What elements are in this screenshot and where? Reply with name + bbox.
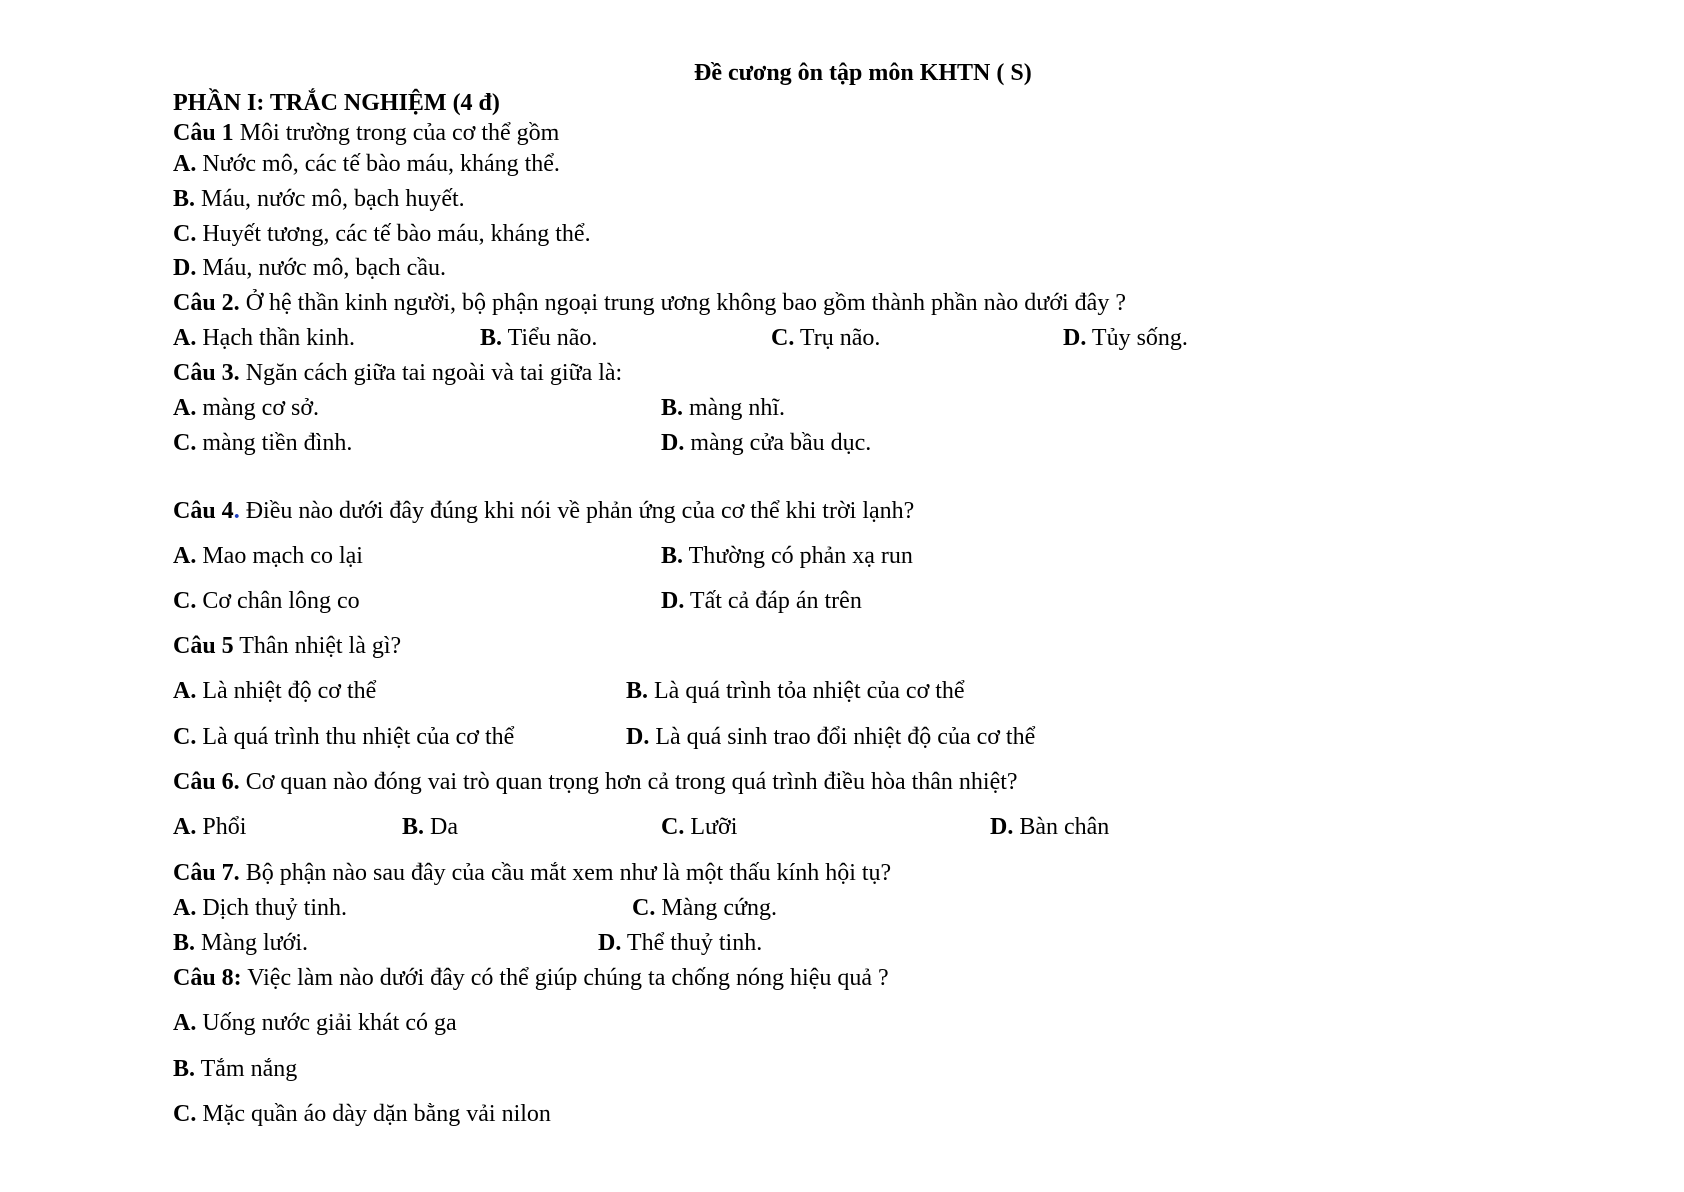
q5-option-c — [173, 722, 514, 752]
option-key: C. — [771, 325, 795, 351]
question-4 — [173, 496, 914, 526]
option-key: B. — [661, 543, 684, 569]
option-key: A. — [173, 678, 197, 704]
question-text: Ngăn cách giữa tai ngoài và tai giữa là: — [239, 360, 623, 386]
q6-option-a — [173, 812, 246, 842]
option-key: B. — [173, 930, 196, 956]
q7-option-d — [598, 928, 762, 958]
option-key: A. — [173, 543, 197, 569]
q4-options-row-1 — [173, 541, 973, 571]
q3-option-d — [661, 428, 871, 458]
option-text: màng tiền đình. — [196, 430, 353, 456]
option-text: Mặc quần áo dày dặn bằng vải nilon — [196, 1101, 551, 1127]
option-text: Tắm nắng — [195, 1056, 298, 1082]
option-text: Tất cả đáp án trên — [684, 588, 862, 614]
option-key: A. — [173, 814, 197, 840]
question-8 — [173, 963, 889, 993]
q5-option-b — [626, 676, 965, 706]
question-7 — [173, 858, 891, 888]
option-text: Bàn chân — [1013, 814, 1110, 840]
question-text: Việc làm nào dưới đây có thể giúp chúng ta chống nóng hiệu quả ? — [241, 965, 889, 991]
q6-option-c — [661, 812, 737, 842]
option-text: Thể thuỷ tinh. — [621, 930, 763, 956]
option-key: A. — [173, 151, 197, 177]
option-key: C. — [661, 814, 685, 840]
question-label: Câu 6. — [173, 769, 240, 795]
option-text: Tiểu não. — [502, 325, 598, 351]
q4-option-b — [661, 541, 913, 571]
q7-option-b — [173, 928, 308, 958]
option-key: C. — [173, 588, 197, 614]
q3-option-a — [173, 393, 319, 423]
question-text: Môi trường trong của cơ thể gồm — [233, 120, 560, 146]
q4-option-a — [173, 541, 363, 571]
option-key: D. — [661, 588, 685, 614]
q5-option-d — [626, 722, 1035, 752]
section-heading: PHẦN I: TRẮC NGHIỆM (4 đ) — [173, 90, 500, 116]
option-text: màng cửa bầu dục. — [684, 430, 872, 456]
option-key: A. — [173, 895, 197, 921]
option-text: Là nhiệt độ cơ thể — [196, 678, 377, 704]
option-text: Cơ chân lông co — [196, 588, 360, 614]
question-label: Câu 7. — [173, 860, 240, 886]
q6-options-row — [173, 812, 1173, 842]
q3-option-b — [661, 393, 785, 423]
option-key: D. — [661, 430, 685, 456]
option-key: B. — [173, 1056, 196, 1082]
q2-option-b — [480, 323, 597, 353]
option-text: Uống nước giải khát có ga — [196, 1010, 457, 1036]
question-label: Câu 3. — [173, 360, 240, 386]
option-text: màng nhĩ. — [683, 395, 786, 421]
option-key: D. — [626, 724, 650, 750]
option-text: màng cơ sở. — [196, 395, 320, 421]
q4-options-row-2 — [173, 586, 973, 616]
question-label: Câu 1 — [173, 120, 234, 146]
option-key: A. — [173, 325, 197, 351]
q3-option-c — [173, 428, 352, 458]
option-text: Lưỡi — [684, 814, 738, 840]
q8-option-b — [173, 1054, 297, 1084]
q4-option-d — [661, 586, 862, 616]
option-text: Phổi — [196, 814, 247, 840]
question-label: Câu 4 — [173, 498, 234, 524]
option-key: D. — [173, 255, 197, 281]
q2-options-row — [173, 323, 1273, 353]
option-key: D. — [598, 930, 622, 956]
option-key: A. — [173, 1010, 197, 1036]
q8-option-a — [173, 1008, 457, 1038]
q7-options-row-2 — [173, 928, 973, 958]
q7-option-c — [632, 893, 777, 923]
option-text: Thường có phản xạ run — [683, 543, 913, 569]
option-key: A. — [173, 395, 197, 421]
q6-option-b — [402, 812, 458, 842]
question-2 — [173, 288, 1126, 318]
q5-options-row-2 — [173, 722, 1173, 752]
option-key: B. — [173, 186, 196, 212]
q2-option-d — [1063, 323, 1188, 353]
option-text: Máu, nước mô, bạch huyết. — [195, 186, 465, 212]
q1-option-b — [173, 184, 465, 214]
option-key: C. — [173, 1101, 197, 1127]
option-text: Hạch thần kinh. — [196, 325, 355, 351]
q1-option-c — [173, 219, 591, 249]
option-text: Mao mạch co lại — [196, 543, 363, 569]
q5-option-a — [173, 676, 376, 706]
option-key: C. — [632, 895, 656, 921]
q2-option-c — [771, 323, 880, 353]
q7-options-row-1 — [173, 893, 973, 923]
q1-option-d — [173, 253, 446, 283]
question-6 — [173, 767, 1018, 797]
option-key: B. — [480, 325, 503, 351]
question-label: Câu 8: — [173, 965, 242, 991]
question-label-dot: . — [233, 498, 240, 524]
q6-option-d — [990, 812, 1109, 842]
q2-option-a — [173, 323, 355, 353]
question-label: Câu 5 — [173, 633, 234, 659]
option-key: D. — [990, 814, 1014, 840]
q4-option-c — [173, 586, 360, 616]
option-text: Màng cứng. — [655, 895, 777, 921]
option-text: Dịch thuỷ tinh. — [196, 895, 347, 921]
q7-option-a — [173, 893, 347, 923]
option-text: Trụ não. — [794, 325, 881, 351]
question-5 — [173, 631, 401, 661]
option-text: Màng lưới. — [195, 930, 309, 956]
option-key: C. — [173, 221, 197, 247]
option-text: Là quá sinh trao đổi nhiệt độ của cơ thể — [649, 724, 1036, 750]
question-3 — [173, 358, 622, 388]
q1-option-a — [173, 149, 560, 179]
question-1 — [173, 118, 559, 148]
q3-options-row-2 — [173, 428, 973, 458]
option-key: B. — [661, 395, 684, 421]
option-text: Nước mô, các tế bào máu, kháng thể. — [196, 151, 560, 177]
q3-options-row-1 — [173, 393, 973, 423]
option-text: Da — [424, 814, 458, 840]
document-title: Đề cương ôn tập môn KHTN ( S) — [694, 60, 1032, 86]
question-text: Điều nào dưới đây đúng khi nói về phản ứng của cơ thể khi trời lạnh? — [239, 498, 915, 524]
option-text: Là quá trình tỏa nhiệt của cơ thể — [648, 678, 965, 704]
option-text: Là quá trình thu nhiệt của cơ thể — [196, 724, 515, 750]
option-text: Máu, nước mô, bạch cầu. — [196, 255, 446, 281]
option-key: B. — [626, 678, 649, 704]
option-key: C. — [173, 724, 197, 750]
q8-option-c — [173, 1099, 551, 1129]
option-key: C. — [173, 430, 197, 456]
option-key: B. — [402, 814, 425, 840]
q5-options-row-1 — [173, 676, 1173, 706]
question-text: Ở hệ thần kinh người, bộ phận ngoại trung ương không bao gồm thành phần nào dưới đây ? — [239, 290, 1126, 316]
option-text: Huyết tương, các tế bào máu, kháng thể. — [196, 221, 591, 247]
question-label: Câu 2. — [173, 290, 240, 316]
question-text: Bộ phận nào sau đây của cầu mắt xem như là một thấu kính hội tụ? — [239, 860, 892, 886]
question-text: Thân nhiệt là gì? — [233, 633, 402, 659]
question-text: Cơ quan nào đóng vai trò quan trọng hơn cả trong quá trình điều hòa thân nhiệt? — [239, 769, 1018, 795]
option-key: D. — [1063, 325, 1087, 351]
option-text: Tủy sống. — [1086, 325, 1188, 351]
